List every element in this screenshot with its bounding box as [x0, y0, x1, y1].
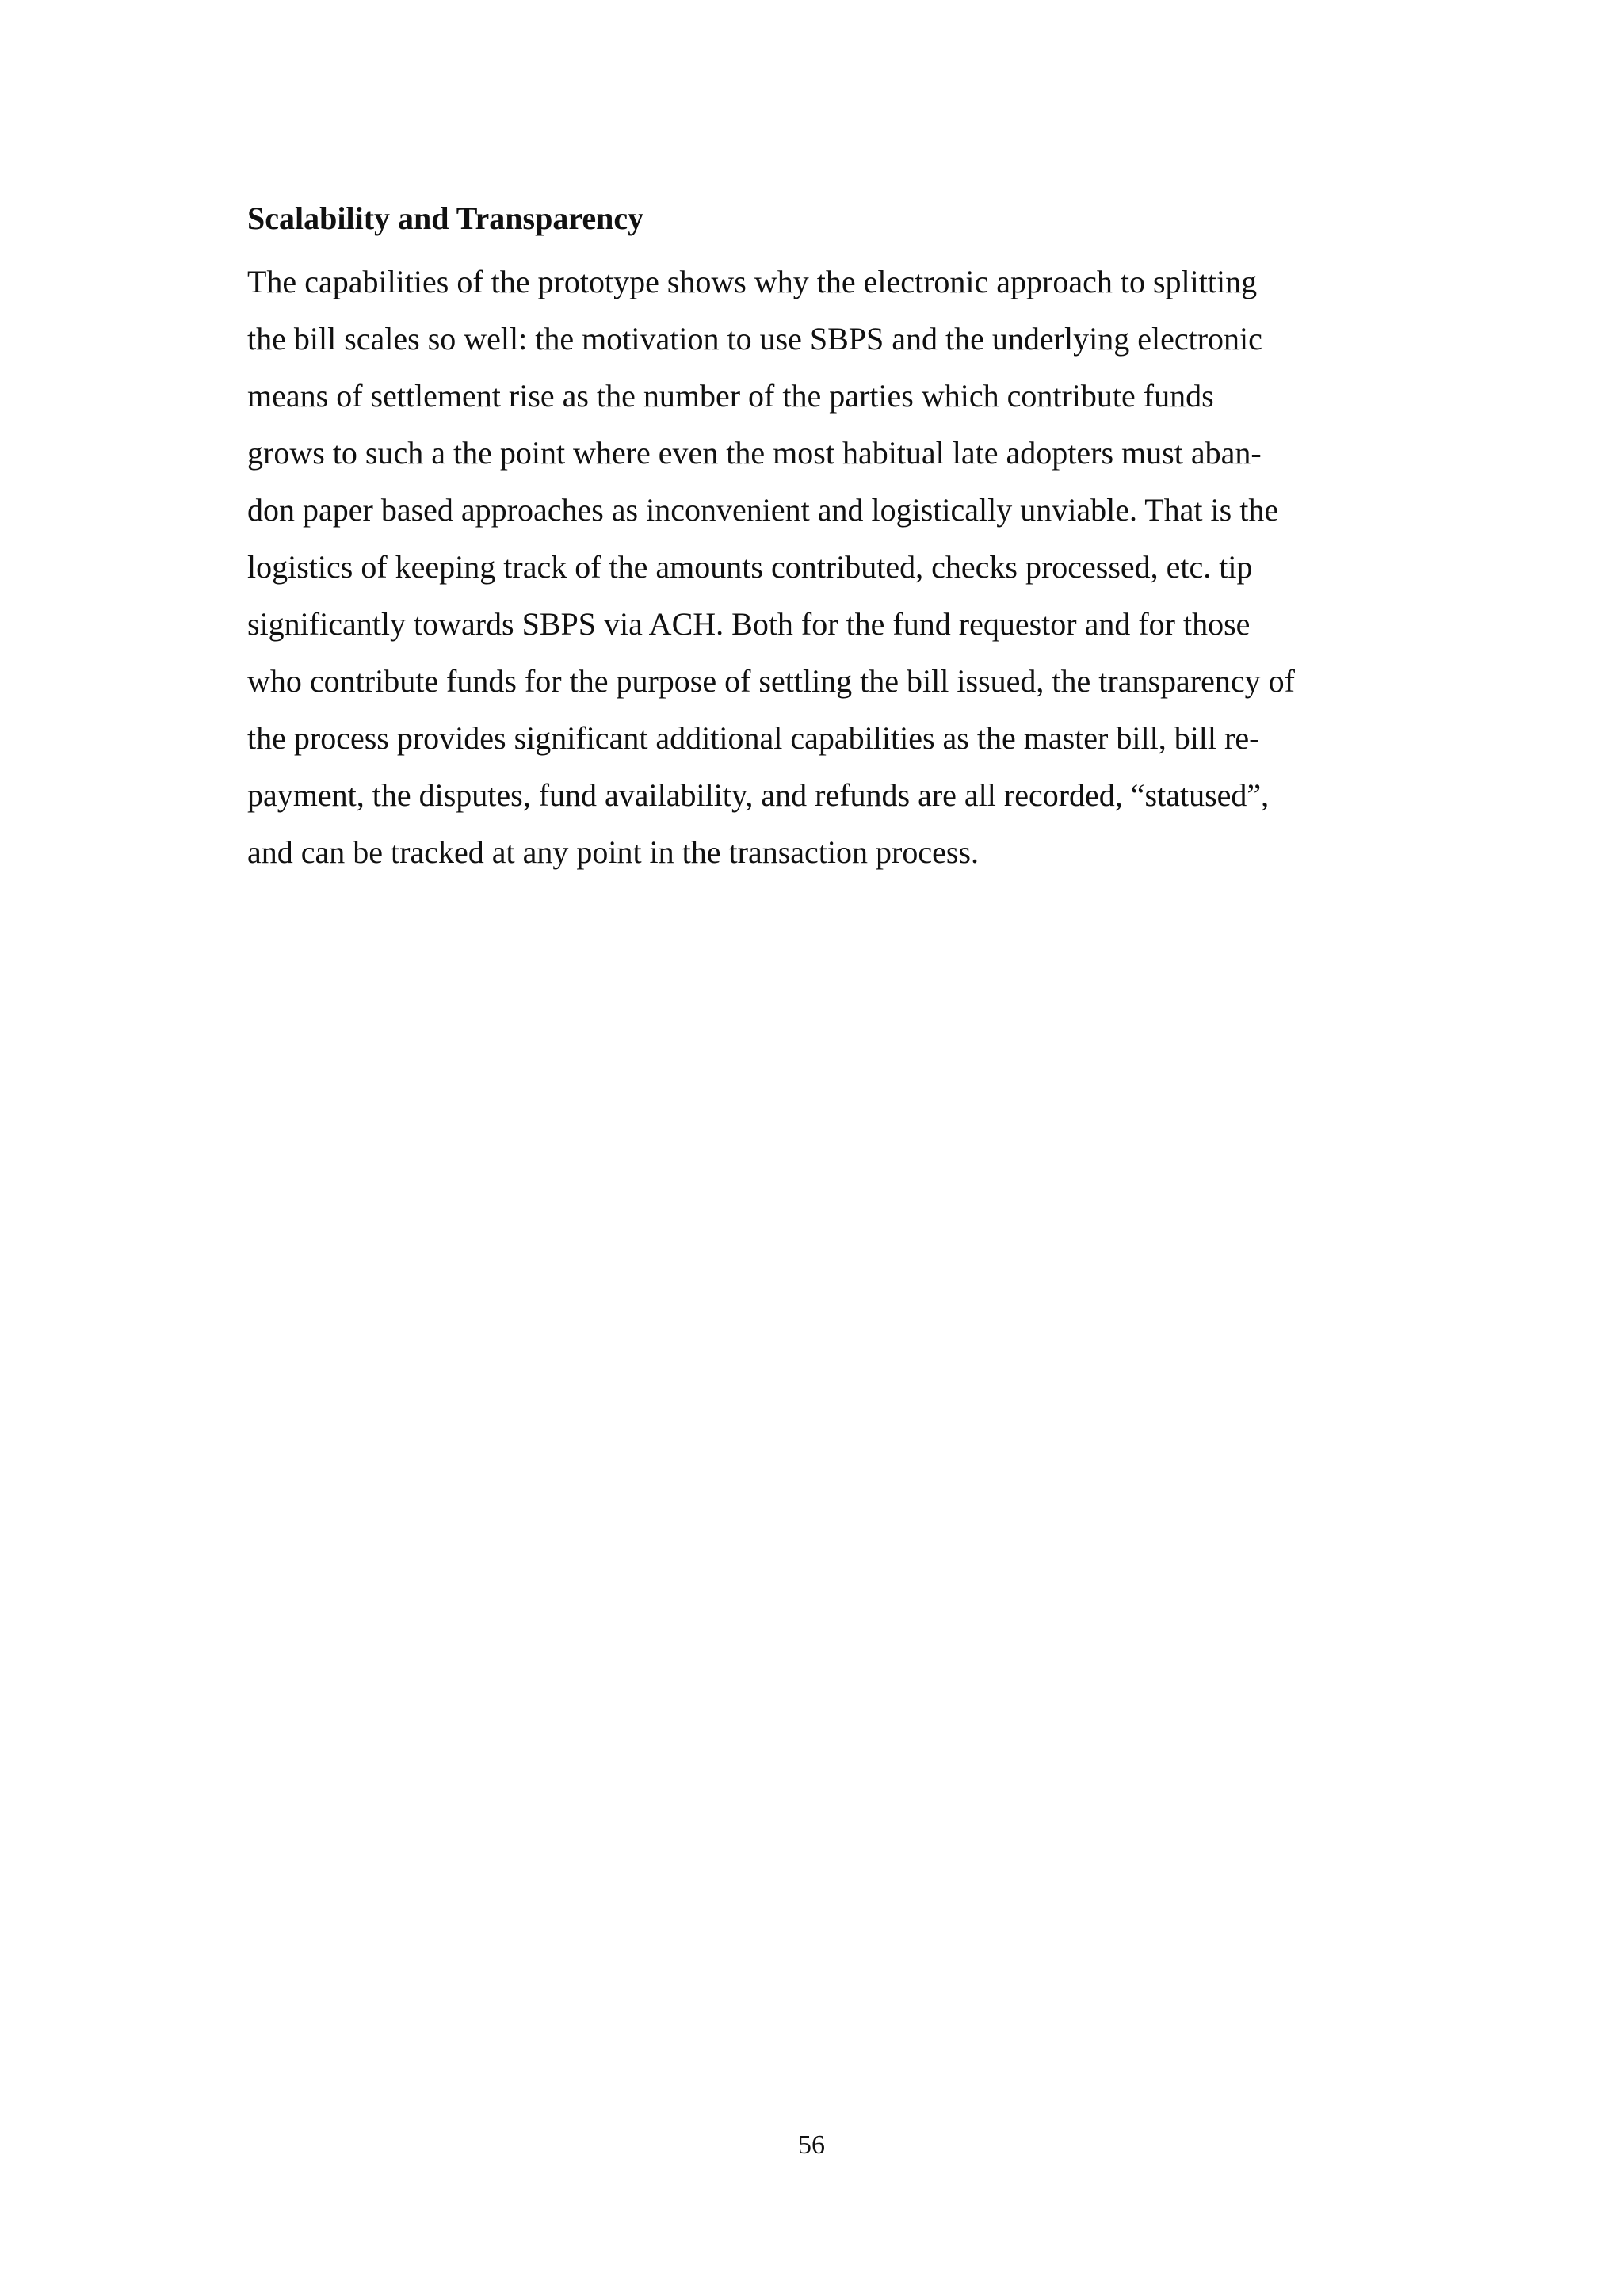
- paragraph-line: the bill scales so well: the motivation to use SBPS and the underlying electronic: [247, 321, 1262, 357]
- paragraph-line: significantly towards SBPS via ACH. Both for the fund requestor and for those: [247, 606, 1251, 642]
- section-paragraph: [247, 254, 1404, 881]
- paragraph-line: who contribute funds for the purpose of settling the bill issued, the transparency of: [247, 663, 1295, 699]
- paragraph-line: grows to such a the point where even the most habitual late adopters must aban-: [247, 435, 1262, 471]
- paragraph-line: means of settlement rise as the number of the parties which contribute funds: [247, 378, 1214, 414]
- page-number: 56: [798, 2130, 825, 2160]
- paragraph-line: The capabilities of the prototype shows why the electronic approach to splitting: [247, 264, 1258, 299]
- paragraph-line: the process provides significant additional capabilities as the master bill, bill re-: [247, 720, 1260, 756]
- paragraph-line: don paper based approaches as inconvenient and logistically unviable. That is the: [247, 492, 1279, 528]
- paragraph-line: and can be tracked at any point in the transaction process.: [247, 834, 979, 870]
- paragraph-line: payment, the disputes, fund availability, and refunds are all recorded, “statused”,: [247, 777, 1270, 813]
- section-heading: Scalability and Transparency: [247, 200, 644, 236]
- paragraph-line: logistics of keeping track of the amounts contributed, checks processed, etc. tip: [247, 549, 1253, 585]
